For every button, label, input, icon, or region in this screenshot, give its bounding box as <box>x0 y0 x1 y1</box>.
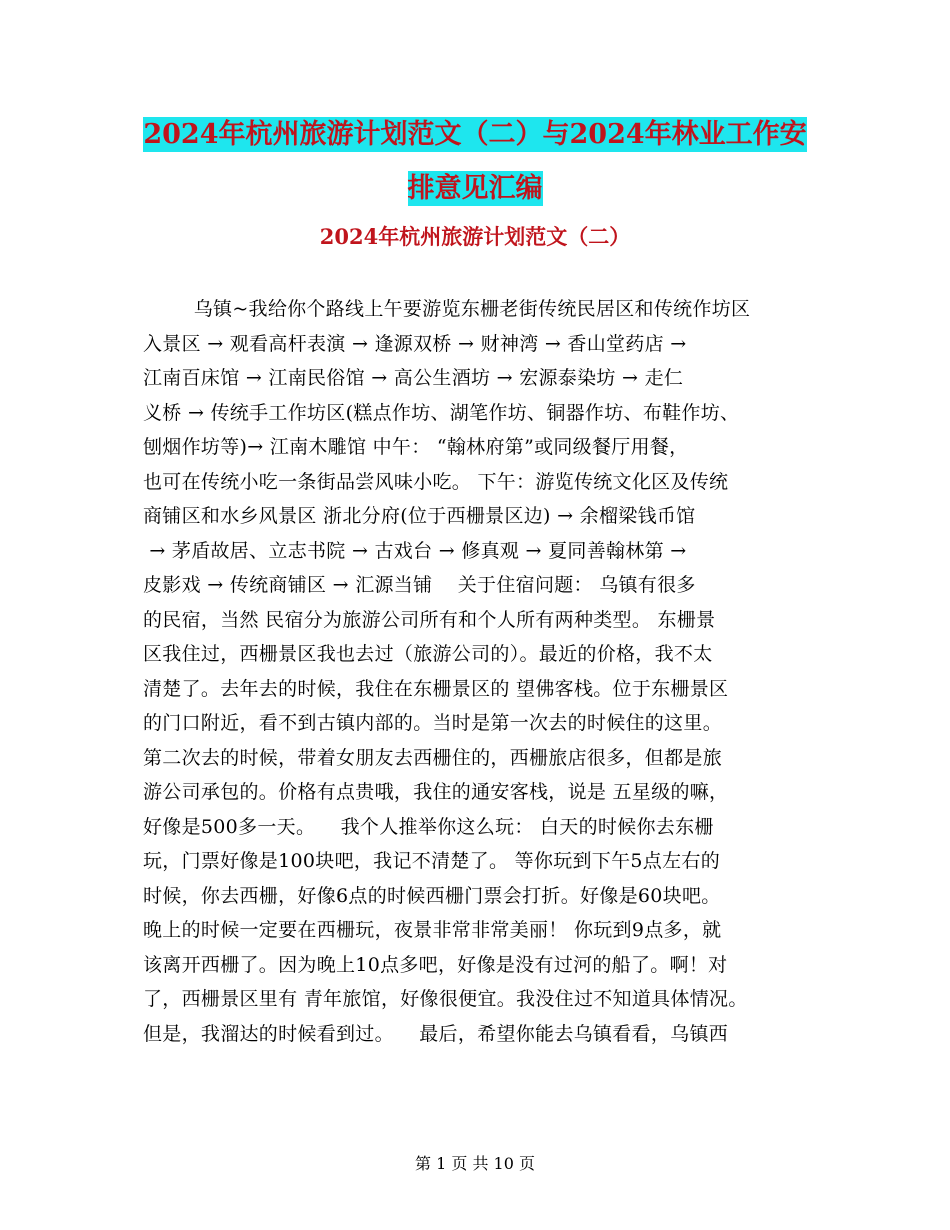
body-line: 晚上的时候一定要在西栅玩，夜景非常非常美丽！ 你玩到9点多，就 <box>143 919 722 941</box>
body-line: 第二次去的时候，带着女朋友去西栅住的，西栅旅店很多，但都是旅 <box>143 746 723 769</box>
section-heading: 2024年杭州旅游计划范文（二） <box>319 224 631 249</box>
document-title-line-1 <box>0 108 950 162</box>
page-footer: 第 1 页 共 10 页 <box>415 1154 535 1173</box>
body-line: 的门口附近，看不到古镇内部的。当时是第一次去的时候住的这里。 <box>143 712 723 734</box>
body-line: 刨烟作坊等)→ 江南木雕馆 中午： “翰林府第”或同级餐厅用餐， <box>143 436 689 458</box>
body-line: 江南百床馆 → 江南民俗馆 → 高公生酒坊 → 宏源泰染坊 → 走仁 <box>143 367 684 389</box>
body-line: 商铺区和水乡风景区 浙北分府(位于西栅景区边) → 余榴梁钱币馆 <box>143 505 696 527</box>
body-line: → 茅盾故居、立志书院 → 古戏台 → 修真观 → 夏同善翰林第 → <box>143 539 687 562</box>
body-line: 清楚了。去年去的时候，我住在东栅景区的 望佛客栈。位于东栅景区 <box>143 677 729 700</box>
body-line: 游公司承包的。价格有点贵哦，我住的通安客栈，说是 五星级的嘛， <box>143 781 729 803</box>
body-text <box>143 292 823 1051</box>
body-line: 时候，你去西栅，好像6点的时候西栅门票会打折。好像是60块吧。 <box>143 884 721 907</box>
body-line: 该离开西栅了。因为晚上10点多吧，好像是没有过河的船了。啊！对 <box>143 953 728 976</box>
body-line: 入景区 → 观看高杆表演 → 逢源双桥 → 财神湾 → 香山堂药店 → <box>143 332 687 355</box>
body-line: 了，西栅景区里有 青年旅馆，好像很便宜。我没住过不知道具体情况。 <box>143 988 748 1010</box>
body-line: 好像是500多一天。 我个人推举你这么玩： 白天的时候你去东栅 <box>143 815 714 838</box>
body-line: 玩，门票好像是100块吧，我记不清楚了。 等你玩到下午5点左右的 <box>143 850 720 872</box>
body-line: 区我住过，西栅景区我也去过（旅游公司的）。最近的价格，我不太 <box>143 643 713 665</box>
title-highlight-1: 2024年杭州旅游计划范文（二）与2024年林业工作安 <box>143 119 807 150</box>
body-line: 乌镇~我给你个路线上午要游览东栅老街传统民居区和传统作坊区 <box>143 298 751 320</box>
body-line: 义桥 → 传统手工作坊区(糕点作坊、湖笔作坊、铜器作坊、布鞋作坊、 <box>143 401 740 424</box>
body-line: 但是，我溜达的时候看到过。 最后，希望你能去乌镇看看，乌镇西 <box>143 1022 729 1045</box>
document-title-line-2 <box>0 162 950 216</box>
body-line: 的民宿，当然 民宿分为旅游公司所有和个人所有两种类型。 东栅景 <box>143 608 716 631</box>
body-line: 皮影戏 → 传统商铺区 → 汇源当铺 关于住宿问题： 乌镇有很多 <box>143 574 696 596</box>
body-line: 也可在传统小吃一条街品尝风味小吃。 下午：游览传统文化区及传统 <box>143 470 729 493</box>
title-highlight-2: 排意见汇编 <box>407 173 543 204</box>
document-title <box>0 108 950 216</box>
